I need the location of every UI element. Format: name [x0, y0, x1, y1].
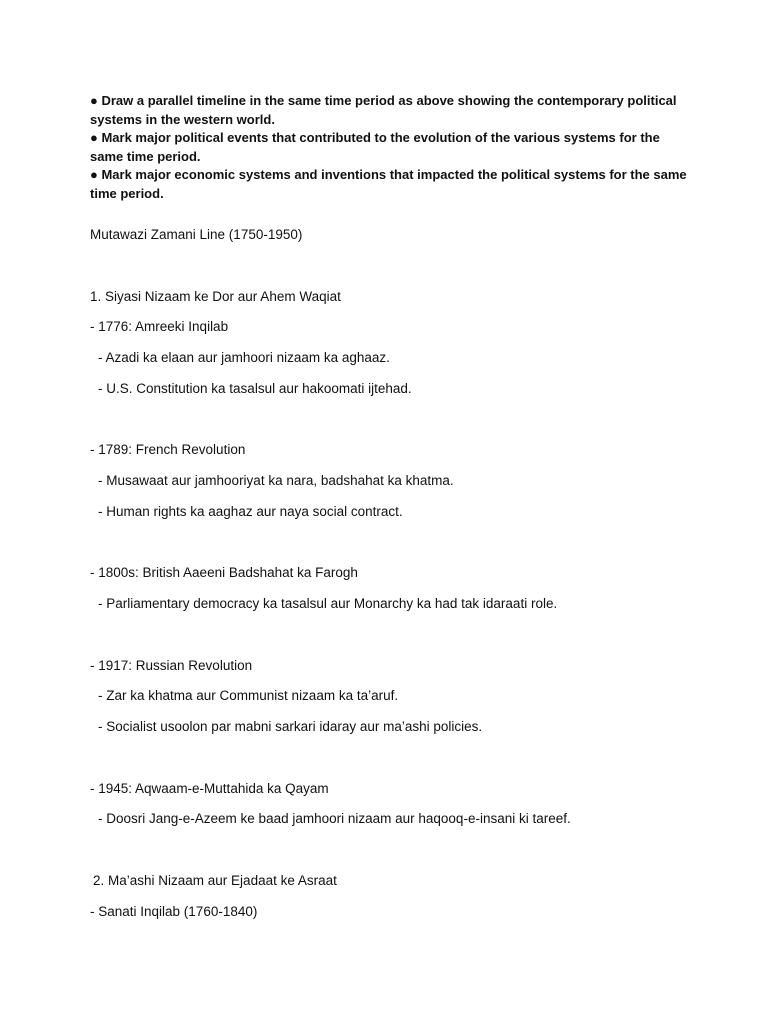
instruction-item: ● Mark major political events that contributed to the evolution of the various systems for the same time period. [90, 130, 660, 164]
instruction-item: ● Draw a parallel timeline in the same time period as above showing the contemporary political systems in the western world. [90, 93, 677, 127]
event-detail: - Parliamentary democracy ka tasalsul aur Monarchy ka had tak idaraati role. [98, 596, 558, 611]
event-title: - 1789: French Revolution [90, 442, 246, 457]
instruction-item: ● Mark major economic systems and inventions that impacted the political systems for the same time period. [90, 167, 687, 201]
event-title: - 1945: Aqwaam-e-Muttahida ka Qayam [90, 781, 329, 796]
event-detail: - Human rights ka aaghaz aur naya social contract. [98, 504, 403, 519]
event-detail: - U.S. Constitution ka tasalsul aur hakoomati ijtehad. [98, 381, 412, 396]
document-title: Mutawazi Zamani Line (1750-1950) [90, 227, 303, 242]
event-detail: - Azadi ka elaan aur jamhoori nizaam ka aghaaz. [98, 350, 390, 365]
instructions-block [90, 92, 690, 203]
section-heading: 2. Ma’ashi Nizaam aur Ejadaat ke Asraat [93, 873, 337, 888]
event-detail: - Doosri Jang-e-Azeem ke baad jamhoori nizaam aur haqooq-e-insani ki tareef. [98, 811, 571, 826]
event-title: - 1776: Amreeki Inqilab [90, 319, 229, 334]
event-title: - Sanati Inqilab (1760-1840) [90, 904, 258, 919]
section-heading: 1. Siyasi Nizaam ke Dor aur Ahem Waqiat [90, 289, 341, 304]
event-title: - 1917: Russian Revolution [90, 658, 253, 673]
event-title: - 1800s: British Aaeeni Badshahat ka Farogh [90, 565, 358, 580]
event-detail: - Zar ka khatma aur Communist nizaam ka ta’aruf. [98, 688, 399, 703]
event-detail: - Musawaat aur jamhooriyat ka nara, badshahat ka khatma. [98, 473, 454, 488]
event-detail: - Socialist usoolon par mabni sarkari idaray aur ma’ashi policies. [98, 719, 483, 734]
